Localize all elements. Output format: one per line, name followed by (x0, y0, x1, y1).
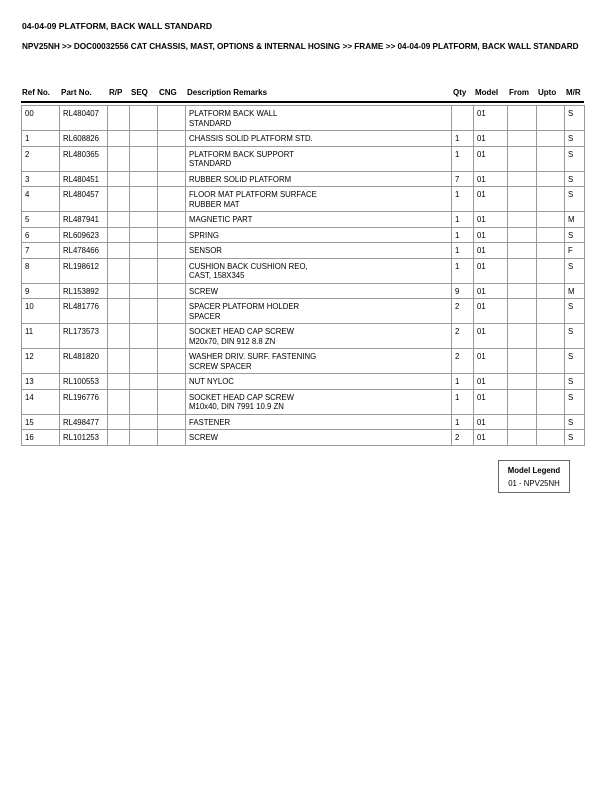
cell-desc: SENSOR (186, 243, 452, 259)
table-row (22, 324, 585, 349)
cell-mr: M (565, 283, 585, 299)
cell-from (508, 258, 537, 283)
cell-upto (537, 349, 565, 374)
cell-model: 01 (474, 227, 508, 243)
cell-part: RL487941 (60, 212, 108, 228)
table-row (22, 283, 585, 299)
cell-rp (108, 243, 130, 259)
cell-ref: 15 (22, 414, 60, 430)
cell-upto (537, 430, 565, 446)
cell-qty (452, 106, 474, 131)
cell-desc: PLATFORM BACK SUPPORT STANDARD (186, 146, 452, 171)
cell-qty: 1 (452, 414, 474, 430)
cell-desc: FASTENER (186, 414, 452, 430)
table-row (22, 187, 585, 212)
cell-cng (158, 258, 186, 283)
cell-desc: SCREW (186, 430, 452, 446)
cell-ref: 10 (22, 299, 60, 324)
legend-title: Model Legend (507, 466, 561, 475)
cell-upto (537, 283, 565, 299)
cell-seq (130, 171, 158, 187)
cell-cng (158, 131, 186, 147)
cell-rp (108, 227, 130, 243)
cell-ref: 16 (22, 430, 60, 446)
cell-rp (108, 131, 130, 147)
cell-upto (537, 258, 565, 283)
cell-from (508, 212, 537, 228)
cell-mr: S (565, 430, 585, 446)
cell-qty: 2 (452, 299, 474, 324)
cell-seq (130, 258, 158, 283)
header-rule (21, 101, 584, 103)
cell-cng (158, 374, 186, 390)
cell-qty: 1 (452, 146, 474, 171)
cell-model: 01 (474, 389, 508, 414)
cell-from (508, 349, 537, 374)
column-header-qty: Qty (453, 88, 467, 97)
cell-qty: 1 (452, 243, 474, 259)
cell-seq (130, 389, 158, 414)
cell-desc: MAGNETIC PART (186, 212, 452, 228)
cell-cng (158, 212, 186, 228)
cell-seq (130, 324, 158, 349)
cell-from (508, 187, 537, 212)
cell-part: RL609623 (60, 227, 108, 243)
cell-model: 01 (474, 374, 508, 390)
cell-qty: 2 (452, 324, 474, 349)
table-row (22, 146, 585, 171)
cell-cng (158, 243, 186, 259)
cell-ref: 14 (22, 389, 60, 414)
column-header-model: Model (475, 88, 499, 97)
cell-ref: 12 (22, 349, 60, 374)
cell-qty: 1 (452, 227, 474, 243)
cell-seq (130, 187, 158, 212)
column-header-from: From (509, 88, 529, 97)
cell-mr: S (565, 187, 585, 212)
cell-seq (130, 146, 158, 171)
cell-cng (158, 146, 186, 171)
breadcrumb: NPV25NH >> DOC00032556 CAT CHASSIS, MAST, OPTIONS & INTERNAL HOSING >> FRAME >> 04-04-09 PLATFORM, BACK WALL STANDARD (22, 42, 579, 51)
cell-desc: SPACER PLATFORM HOLDER SPACER (186, 299, 452, 324)
cell-rp (108, 414, 130, 430)
cell-seq (130, 374, 158, 390)
cell-ref: 00 (22, 106, 60, 131)
cell-seq (130, 349, 158, 374)
cell-cng (158, 171, 186, 187)
table-row (22, 414, 585, 430)
cell-mr: S (565, 389, 585, 414)
cell-ref: 7 (22, 243, 60, 259)
cell-part: RL608826 (60, 131, 108, 147)
cell-seq (130, 430, 158, 446)
cell-cng (158, 227, 186, 243)
cell-model: 01 (474, 324, 508, 349)
column-header-ref: Ref No. (22, 88, 50, 97)
cell-model: 01 (474, 349, 508, 374)
cell-upto (537, 227, 565, 243)
cell-rp (108, 389, 130, 414)
cell-from (508, 414, 537, 430)
cell-qty: 1 (452, 258, 474, 283)
table-row (22, 212, 585, 228)
cell-desc: SCREW (186, 283, 452, 299)
model-legend (498, 460, 570, 493)
table-row (22, 258, 585, 283)
cell-upto (537, 324, 565, 349)
cell-from (508, 131, 537, 147)
table-row (22, 430, 585, 446)
cell-ref: 9 (22, 283, 60, 299)
cell-desc: CUSHION BACK CUSHION REO, CAST, 158X345 (186, 258, 452, 283)
cell-cng (158, 187, 186, 212)
cell-qty: 1 (452, 131, 474, 147)
table-row (22, 389, 585, 414)
cell-cng (158, 349, 186, 374)
cell-from (508, 430, 537, 446)
cell-desc: PLATFORM BACK WALL STANDARD (186, 106, 452, 131)
cell-upto (537, 187, 565, 212)
cell-mr: S (565, 171, 585, 187)
cell-seq (130, 227, 158, 243)
table-row (22, 131, 585, 147)
cell-ref: 6 (22, 227, 60, 243)
cell-rp (108, 299, 130, 324)
cell-desc: NUT NYLOC (186, 374, 452, 390)
cell-upto (537, 389, 565, 414)
column-header-cng: CNG (159, 88, 177, 97)
cell-from (508, 324, 537, 349)
cell-rp (108, 146, 130, 171)
cell-model: 01 (474, 299, 508, 324)
cell-desc: WASHER DRIV. SURF. FASTENING SCREW SPACER (186, 349, 452, 374)
table-row (22, 299, 585, 324)
cell-desc: SPRING (186, 227, 452, 243)
cell-mr: S (565, 227, 585, 243)
cell-desc: SOCKET HEAD CAP SCREW M20x70, DIN 912 8.8 ZN (186, 324, 452, 349)
cell-model: 01 (474, 243, 508, 259)
cell-from (508, 283, 537, 299)
column-header-mr: M/R (566, 88, 581, 97)
cell-part: RL481820 (60, 349, 108, 374)
cell-seq (130, 243, 158, 259)
cell-part: RL480457 (60, 187, 108, 212)
cell-part: RL198612 (60, 258, 108, 283)
cell-part: RL481776 (60, 299, 108, 324)
cell-cng (158, 283, 186, 299)
column-header-desc: Description Remarks (187, 88, 268, 97)
cell-rp (108, 283, 130, 299)
cell-seq (130, 414, 158, 430)
cell-qty: 2 (452, 430, 474, 446)
column-header-rp: R/P (109, 88, 123, 97)
cell-mr: F (565, 243, 585, 259)
cell-rp (108, 106, 130, 131)
cell-rp (108, 374, 130, 390)
column-header-upto: Upto (538, 88, 557, 97)
cell-model: 01 (474, 430, 508, 446)
cell-model: 01 (474, 212, 508, 228)
cell-desc: CHASSIS SOLID PLATFORM STD. (186, 131, 452, 147)
cell-seq (130, 131, 158, 147)
cell-mr: S (565, 374, 585, 390)
cell-model: 01 (474, 171, 508, 187)
cell-qty: 2 (452, 349, 474, 374)
cell-seq (130, 283, 158, 299)
table-row (22, 243, 585, 259)
cell-mr: S (565, 324, 585, 349)
cell-qty: 9 (452, 283, 474, 299)
cell-cng (158, 324, 186, 349)
page-title: 04-04-09 PLATFORM, BACK WALL STANDARD (22, 21, 213, 31)
cell-qty: 1 (452, 212, 474, 228)
cell-ref: 2 (22, 146, 60, 171)
cell-seq (130, 106, 158, 131)
cell-cng (158, 414, 186, 430)
cell-cng (158, 299, 186, 324)
cell-ref: 1 (22, 131, 60, 147)
cell-qty: 1 (452, 389, 474, 414)
cell-upto (537, 243, 565, 259)
table-row (22, 374, 585, 390)
cell-ref: 5 (22, 212, 60, 228)
cell-upto (537, 374, 565, 390)
table-row (22, 106, 585, 131)
cell-from (508, 243, 537, 259)
legend-entry: 01 - NPV25NH (508, 479, 560, 488)
cell-from (508, 146, 537, 171)
cell-from (508, 374, 537, 390)
cell-upto (537, 212, 565, 228)
cell-part: RL153892 (60, 283, 108, 299)
cell-upto (537, 106, 565, 131)
cell-cng (158, 106, 186, 131)
cell-part: RL478466 (60, 243, 108, 259)
cell-qty: 1 (452, 187, 474, 212)
cell-model: 01 (474, 106, 508, 131)
cell-ref: 4 (22, 187, 60, 212)
cell-ref: 3 (22, 171, 60, 187)
cell-seq (130, 299, 158, 324)
cell-rp (108, 171, 130, 187)
cell-part: RL498477 (60, 414, 108, 430)
cell-ref: 8 (22, 258, 60, 283)
cell-rp (108, 349, 130, 374)
cell-ref: 11 (22, 324, 60, 349)
cell-model: 01 (474, 258, 508, 283)
cell-desc: RUBBER SOLID PLATFORM (186, 171, 452, 187)
cell-mr: S (565, 299, 585, 324)
cell-seq (130, 212, 158, 228)
cell-upto (537, 131, 565, 147)
cell-from (508, 389, 537, 414)
cell-upto (537, 299, 565, 324)
cell-part: RL480451 (60, 171, 108, 187)
parts-table (21, 105, 585, 446)
cell-upto (537, 414, 565, 430)
table-row (22, 171, 585, 187)
cell-cng (158, 430, 186, 446)
cell-mr: S (565, 106, 585, 131)
column-header-seq: SEQ (131, 88, 148, 97)
cell-rp (108, 324, 130, 349)
cell-from (508, 299, 537, 324)
cell-desc: FLOOR MAT PLATFORM SURFACE RUBBER MAT (186, 187, 452, 212)
cell-rp (108, 258, 130, 283)
column-header-part: Part No. (61, 88, 92, 97)
cell-ref: 13 (22, 374, 60, 390)
cell-from (508, 227, 537, 243)
table-row (22, 227, 585, 243)
cell-part: RL480407 (60, 106, 108, 131)
cell-rp (108, 187, 130, 212)
cell-mr: S (565, 414, 585, 430)
cell-model: 01 (474, 187, 508, 212)
cell-mr: M (565, 212, 585, 228)
cell-upto (537, 146, 565, 171)
cell-rp (108, 430, 130, 446)
cell-model: 01 (474, 131, 508, 147)
table-row (22, 349, 585, 374)
cell-part: RL101253 (60, 430, 108, 446)
cell-qty: 7 (452, 171, 474, 187)
cell-from (508, 106, 537, 131)
cell-cng (158, 389, 186, 414)
cell-model: 01 (474, 414, 508, 430)
cell-from (508, 171, 537, 187)
cell-mr: S (565, 349, 585, 374)
cell-part: RL173573 (60, 324, 108, 349)
cell-mr: S (565, 131, 585, 147)
cell-upto (537, 171, 565, 187)
cell-mr: S (565, 146, 585, 171)
cell-rp (108, 212, 130, 228)
cell-part: RL100553 (60, 374, 108, 390)
cell-mr: S (565, 258, 585, 283)
cell-desc: SOCKET HEAD CAP SCREW M10x40, DIN 7991 10.9 ZN (186, 389, 452, 414)
cell-part: RL196776 (60, 389, 108, 414)
cell-qty: 1 (452, 374, 474, 390)
cell-model: 01 (474, 146, 508, 171)
cell-model: 01 (474, 283, 508, 299)
cell-part: RL480365 (60, 146, 108, 171)
